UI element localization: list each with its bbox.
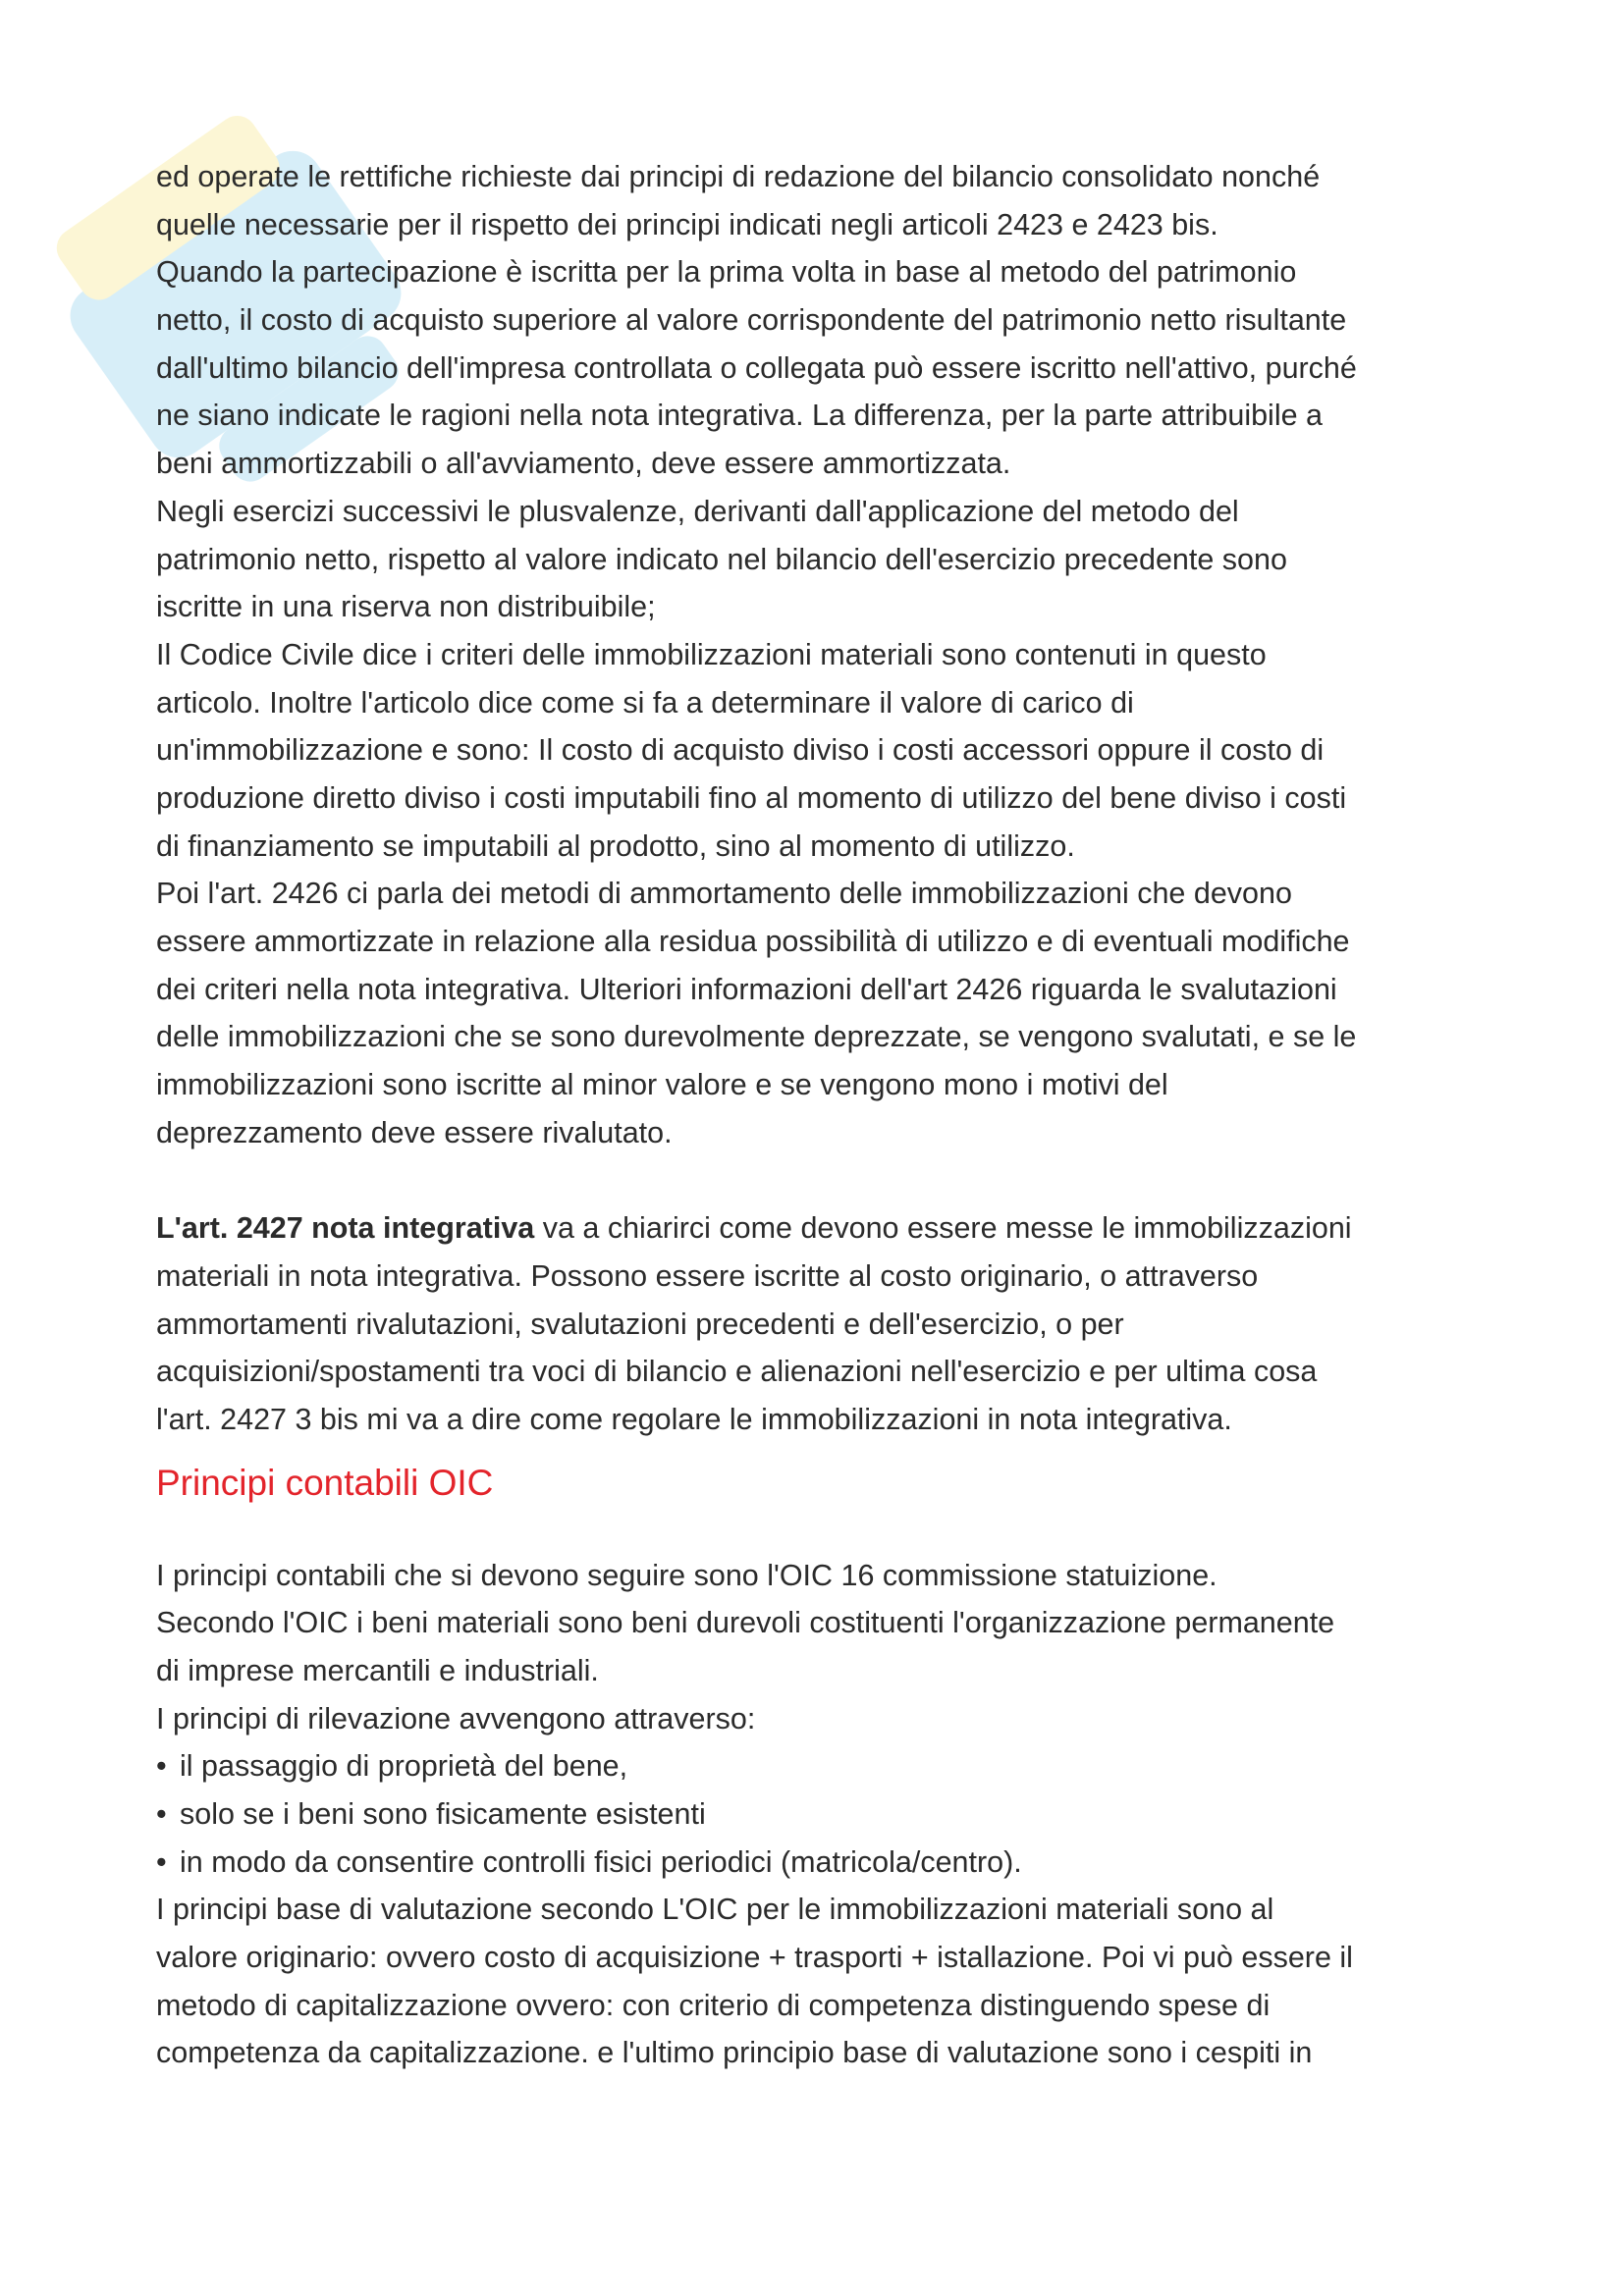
bullet-icon: • — [156, 1797, 167, 1831]
text-line: deprezzamento deve essere rivalutato. — [156, 1115, 673, 1149]
text-line: dall'ultimo bilancio dell'impresa controllata o collegata può essere iscritto nell'attivo, purché — [156, 350, 1357, 385]
text-line: delle immobilizzazioni che se sono durevolmente deprezzate, se vengono svalutati, e se le — [156, 1020, 1357, 1054]
text-line: articolo. Inoltre l'articolo dice come si fa a determinare il valore di carico di — [156, 685, 1134, 720]
bullet-item — [156, 1742, 1491, 1790]
document-body — [156, 153, 1491, 2077]
text-line: ed operate le rettifiche richieste dai principi di redazione del bilancio consolidato nonché — [156, 160, 1321, 193]
text-line: acquisizioni/spostamenti tra voci di bilancio e alienazioni nell'esercizio e per ultima cosa — [156, 1355, 1318, 1389]
section-heading: Principi contabili OIC — [156, 1462, 494, 1503]
bullet-item — [156, 1839, 1491, 1887]
text-line: Quando la partecipazione è iscritta per la prima volta in base al metodo del patrimonio — [156, 255, 1297, 290]
paragraph-block-1 — [156, 153, 1491, 1156]
bullet-item — [156, 1790, 1491, 1839]
text-line: I principi contabili che si devono seguire sono l'OIC 16 commissione statuizione. — [156, 1558, 1217, 1592]
paragraph-block-3 — [156, 1552, 1491, 2078]
text-line: l'art. 2427 3 bis mi va a dire come regolare le immobilizzazioni in nota integrativa. — [156, 1402, 1232, 1436]
text-line: competenza da capitalizzazione. e l'ultimo principio base di valutazione sono i cespiti in — [156, 2036, 1313, 2070]
text-line: Secondo l'OIC i beni materiali sono beni durevoli costituenti l'organizzazione permanente — [156, 1606, 1335, 1640]
text-line: beni ammortizzabili o all'avviamento, deve essere ammortizzata. — [156, 447, 1011, 481]
text-line: immobilizzazioni sono iscritte al minor valore e se vengono mono i motivi del — [156, 1068, 1168, 1102]
bullet-text: il passaggio di proprietà del bene, — [180, 1749, 628, 1784]
text-line — [156, 1204, 1491, 1253]
bullet-text: solo se i beni sono fisicamente esistenti — [180, 1797, 706, 1831]
text-line: patrimonio netto, rispetto al valore indicato nel bilancio dell'esercizio precedente sono — [156, 542, 1287, 576]
text-line: ne siano indicate le ragioni nella nota integrativa. La differenza, per la parte attribuibile a — [156, 399, 1324, 433]
text-line: netto, il costo di acquisto superiore al valore corrispondente del patrimonio netto risultante — [156, 303, 1347, 338]
text-line: essere ammortizzate in relazione alla residua possibilità di utilizzo e di eventuali modifiche — [156, 925, 1350, 958]
text-line: di finanziamento se imputabili al prodotto, sino al momento di utilizzo. — [156, 828, 1075, 863]
paragraph-block-2 — [156, 1204, 1491, 1443]
text-line: materiali in nota integrativa. Possono essere iscritte al costo originario, o attraverso — [156, 1258, 1259, 1293]
text-line: I principi di rilevazione avvengono attraverso: — [156, 1701, 756, 1735]
text-line: I principi base di valutazione secondo L'OIC per le immobilizzazioni materiali sono al — [156, 1893, 1274, 1927]
bullet-text: in modo da consentire controlli fisici periodici (matricola/centro). — [180, 1844, 1022, 1879]
bullet-icon: • — [156, 1749, 167, 1784]
text-line: un'immobilizzazione e sono: Il costo di acquisto diviso i costi accessori oppure il costo di — [156, 733, 1325, 768]
text-line: quelle necessarie per il rispetto dei principi indicati negli articoli 2423 e 2423 bis. — [156, 207, 1218, 241]
text-line: ammortamenti rivalutazioni, svalutazioni precedenti e dell'esercizio, o per — [156, 1307, 1124, 1341]
text-line: di imprese mercantili e industriali. — [156, 1653, 599, 1687]
text-line: iscritte in una riserva non distribuibile; — [156, 590, 656, 624]
lead-text-rest: va a chiarirci come devono essere messe le immobilizzazioni — [534, 1211, 1352, 1246]
text-line: produzione diretto diviso i costi imputabili fino al momento di utilizzo del bene diviso i costi — [156, 780, 1347, 815]
text-line: metodo di capitalizzazione ovvero: con criterio di competenza distinguendo spese di — [156, 1988, 1271, 2022]
bullet-icon: • — [156, 1844, 167, 1879]
bold-lead-text: L'art. 2427 nota integrativa — [156, 1211, 535, 1246]
text-line: valore originario: ovvero costo di acquisizione + trasporti + istallazione. Poi vi può essere il — [156, 1941, 1353, 1975]
text-line: dei criteri nella nota integrativa. Ulteriori informazioni dell'art 2426 riguarda le svalutazioni — [156, 972, 1337, 1006]
text-line: Il Codice Civile dice i criteri delle immobilizzazioni materiali sono contenuti in questo — [156, 637, 1267, 671]
paragraph-gap — [156, 1156, 1491, 1204]
text-line: Poi l'art. 2426 ci parla dei metodi di ammortamento delle immobilizzazioni che devono — [156, 877, 1292, 911]
text-line: Negli esercizi successivi le plusvalenze, derivanti dall'applicazione del metodo del — [156, 494, 1239, 528]
